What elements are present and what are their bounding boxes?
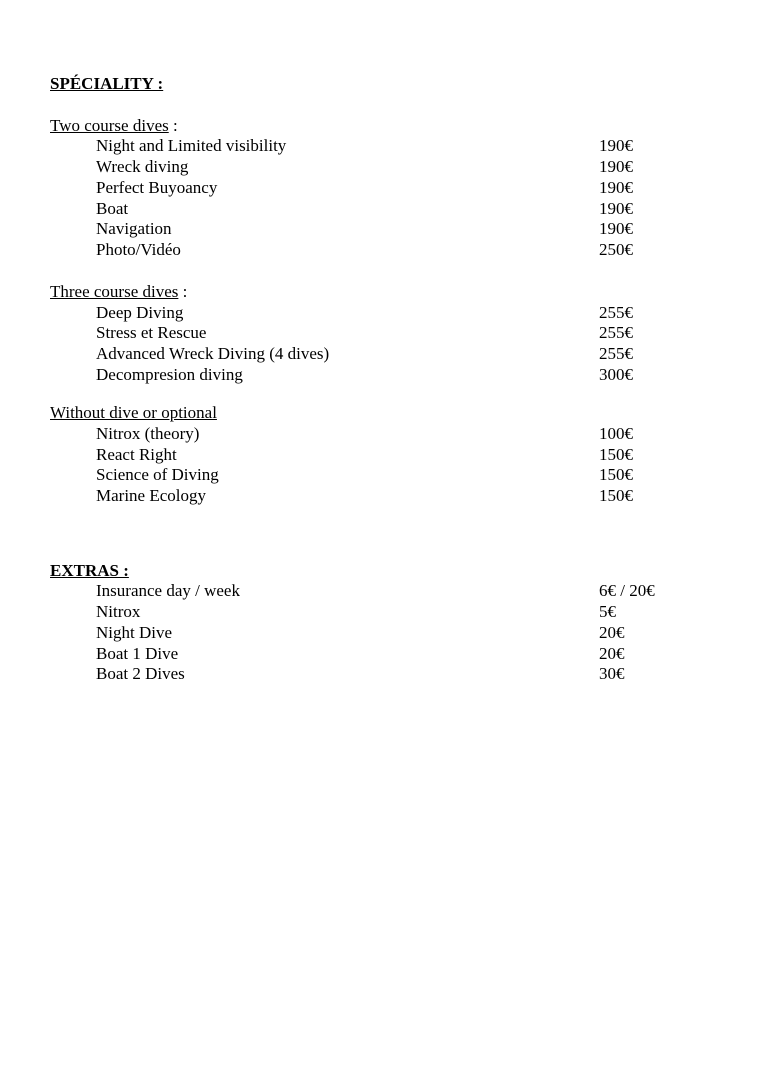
price-row [96,445,736,466]
item-label: Nitrox [96,602,141,621]
item-price: 255€ [599,303,633,322]
section-heading-suffix: : [168,116,178,135]
item-price: 20€ [599,623,625,642]
item-label: Decompresion diving [96,365,243,384]
item-label: Perfect Buyoancy [96,178,218,197]
item-label: Night and Limited visibility [96,136,287,155]
item-price: 150€ [599,445,633,464]
price-row [96,644,736,665]
item-price: 6€ / 20€ [599,581,655,600]
price-row [96,240,736,261]
section-heading-label: Two course dives [50,116,169,135]
item-label: Advanced Wreck Diving (4 dives) [96,344,330,363]
item-price: 30€ [599,664,625,683]
item-price: 255€ [599,344,633,363]
price-row [96,424,736,445]
item-price: 255€ [599,323,633,342]
price-row [96,623,736,644]
item-price: 250€ [599,240,633,259]
item-label: Boat 2 Dives [96,664,185,683]
section-heading-three-course [50,282,187,303]
section-heading-without-dive [50,403,217,424]
price-row [96,581,736,602]
price-row [96,303,736,324]
item-label: Navigation [96,219,172,238]
price-row [96,602,736,623]
item-label: Insurance day / week [96,581,240,600]
price-row [96,664,736,685]
item-price: 190€ [599,178,633,197]
section-heading-label: Without dive or optional [50,403,217,422]
price-row [96,344,736,365]
section-heading-suffix: : [178,282,188,301]
price-row [96,365,736,386]
item-price: 150€ [599,465,633,484]
item-price: 190€ [599,136,633,155]
item-label: Stress et Rescue [96,323,207,342]
speciality-title: SPÉCIALITY : [50,74,164,93]
item-label: Deep Diving [96,303,184,322]
price-row [96,465,736,486]
price-row [96,199,736,220]
item-label: React Right [96,445,177,464]
item-price: 300€ [599,365,633,384]
item-price: 5€ [599,602,616,621]
price-row [96,136,736,157]
price-row [96,323,736,344]
price-row [96,157,736,178]
item-price: 190€ [599,199,633,218]
item-label: Wreck diving [96,157,189,176]
price-row [96,486,736,507]
item-label: Boat [96,199,129,218]
price-row [96,219,736,240]
item-label: Science of Diving [96,465,219,484]
item-price: 190€ [599,219,633,238]
item-label: Nitrox (theory) [96,424,200,443]
section-heading-label: Three course dives [50,282,179,301]
price-row [96,178,736,199]
extras-title: EXTRAS : [50,561,129,580]
item-price: 190€ [599,157,633,176]
item-label: Night Dive [96,623,173,642]
item-label: Boat 1 Dive [96,644,179,663]
section-heading-two-course [50,116,178,137]
item-price: 100€ [599,424,633,443]
item-label: Marine Ecology [96,486,206,505]
item-price: 150€ [599,486,633,505]
item-price: 20€ [599,644,625,663]
item-label: Photo/Vidéo [96,240,181,259]
